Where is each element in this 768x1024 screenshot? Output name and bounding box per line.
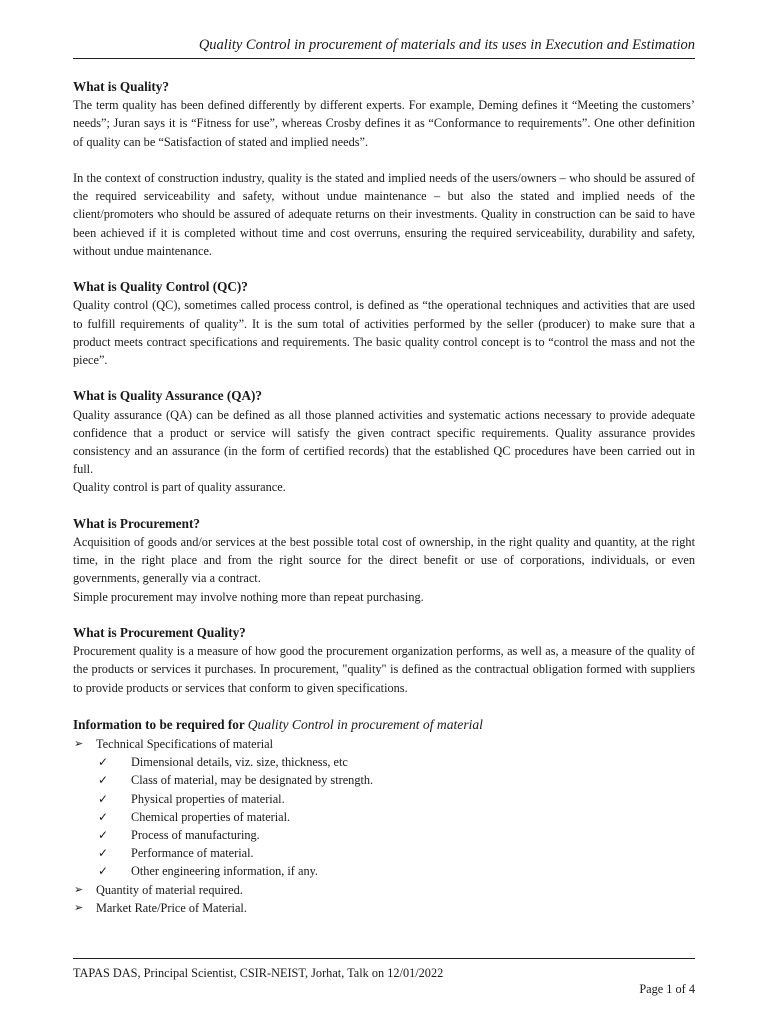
footer-credit: TAPAS DAS, Principal Scientist, CSIR-NEIST, Jorhat, Talk on 12/01/2022 — [73, 966, 444, 980]
sublist-item-label: Physical properties of material. — [131, 791, 285, 806]
quality-paragraph-2: In the context of construction industry, quality is the stated and implied needs of the users/owners – who should be assured of the required serviceability and safety, without undue maintenance – but also the stated and implied needs of the client/promoters who should be assured of adequate returns on their investments. Quality in construction can be said to have been achieved if it is completed without time and cost overruns, ensuring the required serviceability, durability and safety, without undue maintenance. — [73, 171, 695, 258]
heading-what-is-quality: What is Quality? — [73, 79, 169, 94]
list-item-label: Market Rate/Price of Material. — [96, 900, 247, 915]
sublist-item-label: Performance of material. — [131, 846, 254, 861]
sublist-container — [73, 753, 695, 880]
list-item-label: Quantity of material required. — [96, 882, 243, 897]
sublist-item — [96, 790, 695, 808]
sublist-item-label: Process of manufacturing. — [131, 828, 260, 843]
sublist-item — [96, 771, 695, 789]
qa-paragraph-1: Quality assurance (QA) can be defined as all those planned activities and systematic actions necessary to provide adequate confidence that a product or service will satisfy the given contract specific requirements. Quality assurance provides consistency and an assurance (in the form of certified records) that the established QC procedures have been carried out in full. — [73, 407, 695, 477]
sublist-item — [96, 808, 695, 826]
page-number: Page 1 of 4 — [639, 982, 695, 996]
list-item-quantity — [73, 881, 695, 899]
heading-information-required — [73, 715, 695, 735]
sublist-item-label: Other engineering information, if any. — [131, 864, 319, 879]
list-item-technical-specs — [73, 735, 695, 753]
list-item-label: Technical Specifications of material — [96, 737, 274, 752]
checkmark-icon: ✓ — [98, 755, 109, 770]
heading-what-is-procurement-quality: What is Procurement Quality? — [73, 625, 246, 641]
info-heading-prefix: Information to be required for — [73, 717, 248, 733]
sublist-item — [96, 753, 695, 771]
heading-what-is-procurement: What is Procurement? — [73, 515, 200, 531]
heading-what-is-qc: What is Quality Control (QC)? — [73, 279, 248, 295]
checkmark-icon: ✓ — [98, 864, 109, 879]
checkmark-icon: ✓ — [98, 828, 109, 843]
sublist-item-label: Chemical properties of material. — [131, 809, 291, 824]
sublist-item-label: Class of material, may be designated by strength. — [131, 773, 374, 788]
checkmark-icon: ✓ — [98, 809, 109, 824]
checkmark-icon: ✓ — [98, 791, 109, 806]
quality-paragraph-1: The term quality has been defined differently by different experts. For example, Deming defines it “Meeting the customers’ needs”; Juran says it is “Fitness for use”, whereas Crosby defines it as “Conformance to requirements”. One other definition of quality can be “Satisfaction of stated and implied needs”. — [73, 98, 695, 149]
page-body — [73, 78, 695, 917]
checkmark-icon: ✓ — [98, 846, 109, 861]
sublist-item — [96, 826, 695, 844]
sublist-item-label: Dimensional details, viz. size, thickness, etc — [131, 755, 348, 770]
procurement-paragraph-1: Acquisition of goods and/or services at the best possible total cost of ownership, in the right quality and quantity, at the right time, in the right place and from the right source for the direct benefit or use of corporations, individuals, or even governments, generally via a contract. — [73, 535, 695, 586]
qc-paragraph-1: Quality control (QC), sometimes called process control, is defined as “the operational techniques and activities that are used to fulfill requirements of quality”. It is the sum total of activities performed by the seller (producer) to make sure that a product meets contract specifications and requirements. The basic quality control concept is to “control the mass and not the piece”. — [73, 298, 695, 368]
procurement-quality-paragraph-1: Procurement quality is a measure of how good the procurement organization performs, as well as, a measure of the quality of the products or services it purchases. In procurement, "quality" is defined as the contractual obligation formed with suppliers to provide products or services that conform to given specifications. — [73, 644, 695, 695]
arrow-bullet-icon: ➢ — [74, 738, 84, 751]
heading-what-is-qa: What is Quality Assurance (QA)? — [73, 388, 263, 404]
requirements-list — [73, 735, 695, 917]
info-heading-italic: Quality Control in procurement of material — [247, 717, 483, 733]
footer-rule — [73, 958, 695, 959]
arrow-bullet-icon: ➢ — [74, 901, 84, 914]
list-item-market-rate — [73, 899, 695, 917]
checkmark-icon: ✓ — [98, 773, 109, 788]
running-header: Quality Control in procurement of materials and its uses in Execution and Estimation — [73, 36, 695, 59]
arrow-bullet-icon: ➢ — [74, 883, 84, 896]
procurement-paragraph-2: Simple procurement may involve nothing more than repeat purchasing. — [73, 589, 424, 604]
sublist-item — [96, 862, 695, 880]
technical-specs-sublist — [73, 753, 695, 880]
sublist-item — [96, 844, 695, 862]
qa-paragraph-2: Quality control is part of quality assurance. — [73, 480, 286, 495]
